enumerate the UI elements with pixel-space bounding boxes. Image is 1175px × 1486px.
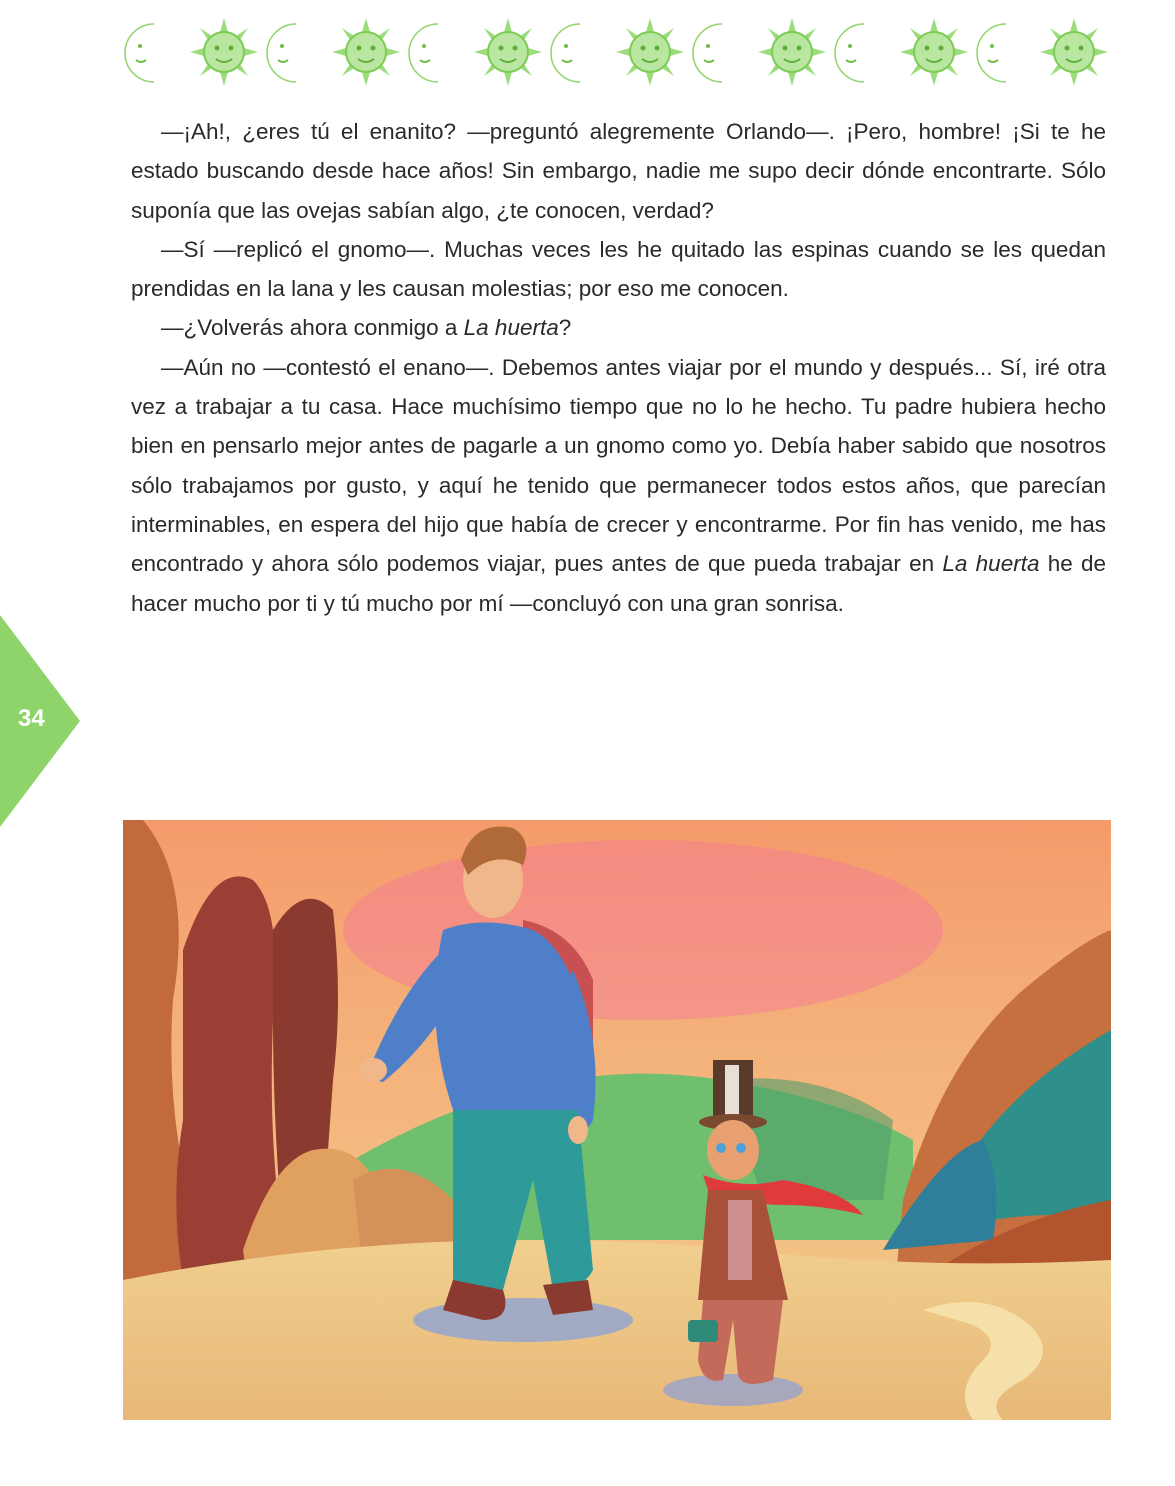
moon-face-icon bbox=[551, 24, 580, 82]
sun-face-icon bbox=[190, 18, 258, 86]
sun-face-icon bbox=[474, 18, 542, 86]
moon-face-icon bbox=[267, 24, 296, 82]
book-title: La huerta bbox=[942, 551, 1040, 577]
moon-face-icon bbox=[693, 24, 722, 82]
paragraph-4 bbox=[131, 348, 1106, 623]
moon-face-icon bbox=[125, 24, 154, 82]
story-illustration bbox=[123, 820, 1111, 1420]
paragraph-2: —Sí —replicó el gnomo—. Muchas veces les he quitado las espinas cuando se les quedan prendidas en la lana y les causan molestias; por eso me conocen. bbox=[131, 236, 1106, 302]
page-number: 34 bbox=[18, 705, 45, 732]
sun-face-icon bbox=[616, 18, 684, 86]
paragraph-3-end: ? bbox=[558, 315, 572, 341]
paragraph-4-end: he de hacer mucho por ti y tú mucho por mí —concluyó con una gran sonrisa. bbox=[131, 551, 1107, 616]
sun-face-icon bbox=[758, 18, 826, 86]
paragraph-3-text: —¿Volverás ahora conmigo a bbox=[161, 315, 464, 341]
moon-face-icon bbox=[409, 24, 438, 82]
decorative-border bbox=[120, 18, 1110, 88]
moon-face-icon bbox=[977, 24, 1006, 82]
story-text bbox=[131, 112, 1106, 623]
paragraph-1: —¡Ah!, ¿eres tú el enanito? —preguntó alegremente Orlando—. ¡Pero, hombre! ¡Si te he estado buscando desde hace años! Sin embargo, nadie me supo decir dónde encontrarte. Sólo suponía que las ovejas sabían algo, ¿te conocen, verdad? bbox=[131, 119, 1106, 223]
book-title: La huerta bbox=[463, 315, 559, 341]
moon-face-icon bbox=[835, 24, 864, 82]
sun-face-icon bbox=[332, 18, 400, 86]
paragraph-3 bbox=[131, 308, 1106, 347]
sun-face-icon bbox=[900, 18, 968, 86]
paragraph-4-text: —Aún no —contestó el enano—. Debemos antes viajar por el mundo y después... Sí, iré otra vez a trabajar a tu casa. Hace muchísimo tiempo que no lo he hecho. Tu padre hubiera hecho bien en pensarlo mejor antes de pagarle a un gnomo como yo. Debía haber sabido que nosotros sólo trabajamos por gusto, y aquí he tenido que permanecer todos estos años, que parecían interminables, en espera del hijo que había de crecer y encontrarme. Por fin has venido, me has encontrado y ahora sólo podemos viajar, pues antes de que pueda trabajar en bbox=[131, 354, 1106, 577]
sun-face-icon bbox=[1040, 18, 1108, 86]
